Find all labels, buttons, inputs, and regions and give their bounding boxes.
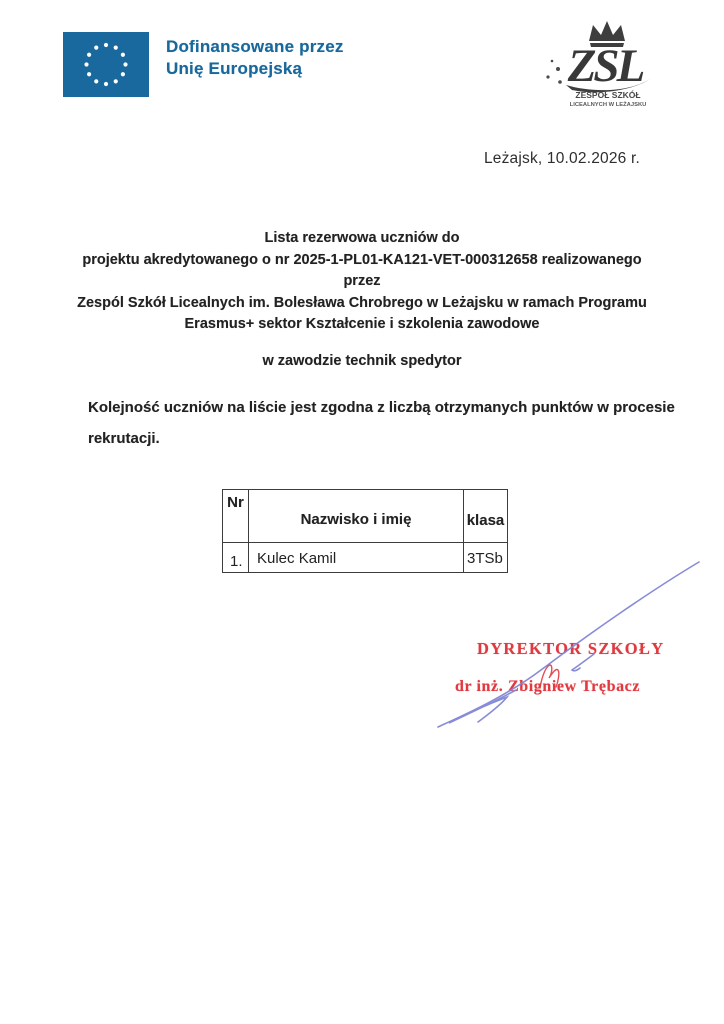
director-role-stamp: DYREKTOR SZKOŁY — [477, 639, 665, 658]
title-line-2: projektu akredytowanego o nr 2025-1-PL01-KA121-VET-000312658 realizowanego — [82, 251, 642, 268]
document-title — [0, 228, 724, 372]
zsl-acronym: ZSL — [567, 40, 643, 92]
col-header-nr: Nr — [223, 490, 249, 543]
eu-funding-block — [63, 32, 344, 97]
title-line-5: Erasmus+ sektor Kształcenie i szkolenia zawodowe — [184, 316, 540, 332]
intro-line-2: rekrutacji. — [88, 430, 160, 447]
title-line-3: przez — [343, 273, 381, 289]
eu-funding-line2: Unię Europejską — [166, 59, 303, 78]
col-header-name: Nazwisko i imię — [249, 490, 464, 543]
reserve-list-table — [222, 489, 508, 573]
cell-nr: 1. — [223, 543, 249, 573]
cell-class: 3TSb — [464, 543, 508, 573]
title-line-1: Lista rezerwowa uczniów do — [264, 230, 460, 246]
school-caption-line2: LICEALNYCH W LEŻAJSKU — [569, 102, 647, 108]
school-logo — [538, 16, 670, 108]
col-header-class: klasa — [464, 490, 508, 543]
cell-name: Kulec Kamil — [249, 543, 464, 573]
logo-specks — [546, 60, 561, 84]
date-line: Leżajsk, 10.02.2026 r. — [483, 150, 640, 167]
school-caption-line1: ZESPÓŁ SZKÓŁ — [575, 90, 641, 100]
eu-flag-icon — [63, 32, 149, 97]
intro-line-1: Kolejność uczniów na liście jest zgodna z liczbą otrzymanych punktów w procesie — [88, 399, 675, 416]
eu-funding-line1: Dofinansowane przez — [166, 37, 344, 56]
table-header-row — [223, 490, 508, 543]
eu-funding-label — [166, 32, 344, 97]
student-row — [223, 543, 508, 573]
title-line-4: Zespól Szkół Licealnych im. Bolesława Chrobrego w Leżajsku w ramach Programu — [77, 294, 647, 311]
director-name-stamp: dr inż. Zbigniew Trębacz — [455, 678, 641, 695]
intro-paragraph — [88, 392, 675, 454]
document-subtitle: w zawodzie technik spedytor — [262, 352, 462, 369]
